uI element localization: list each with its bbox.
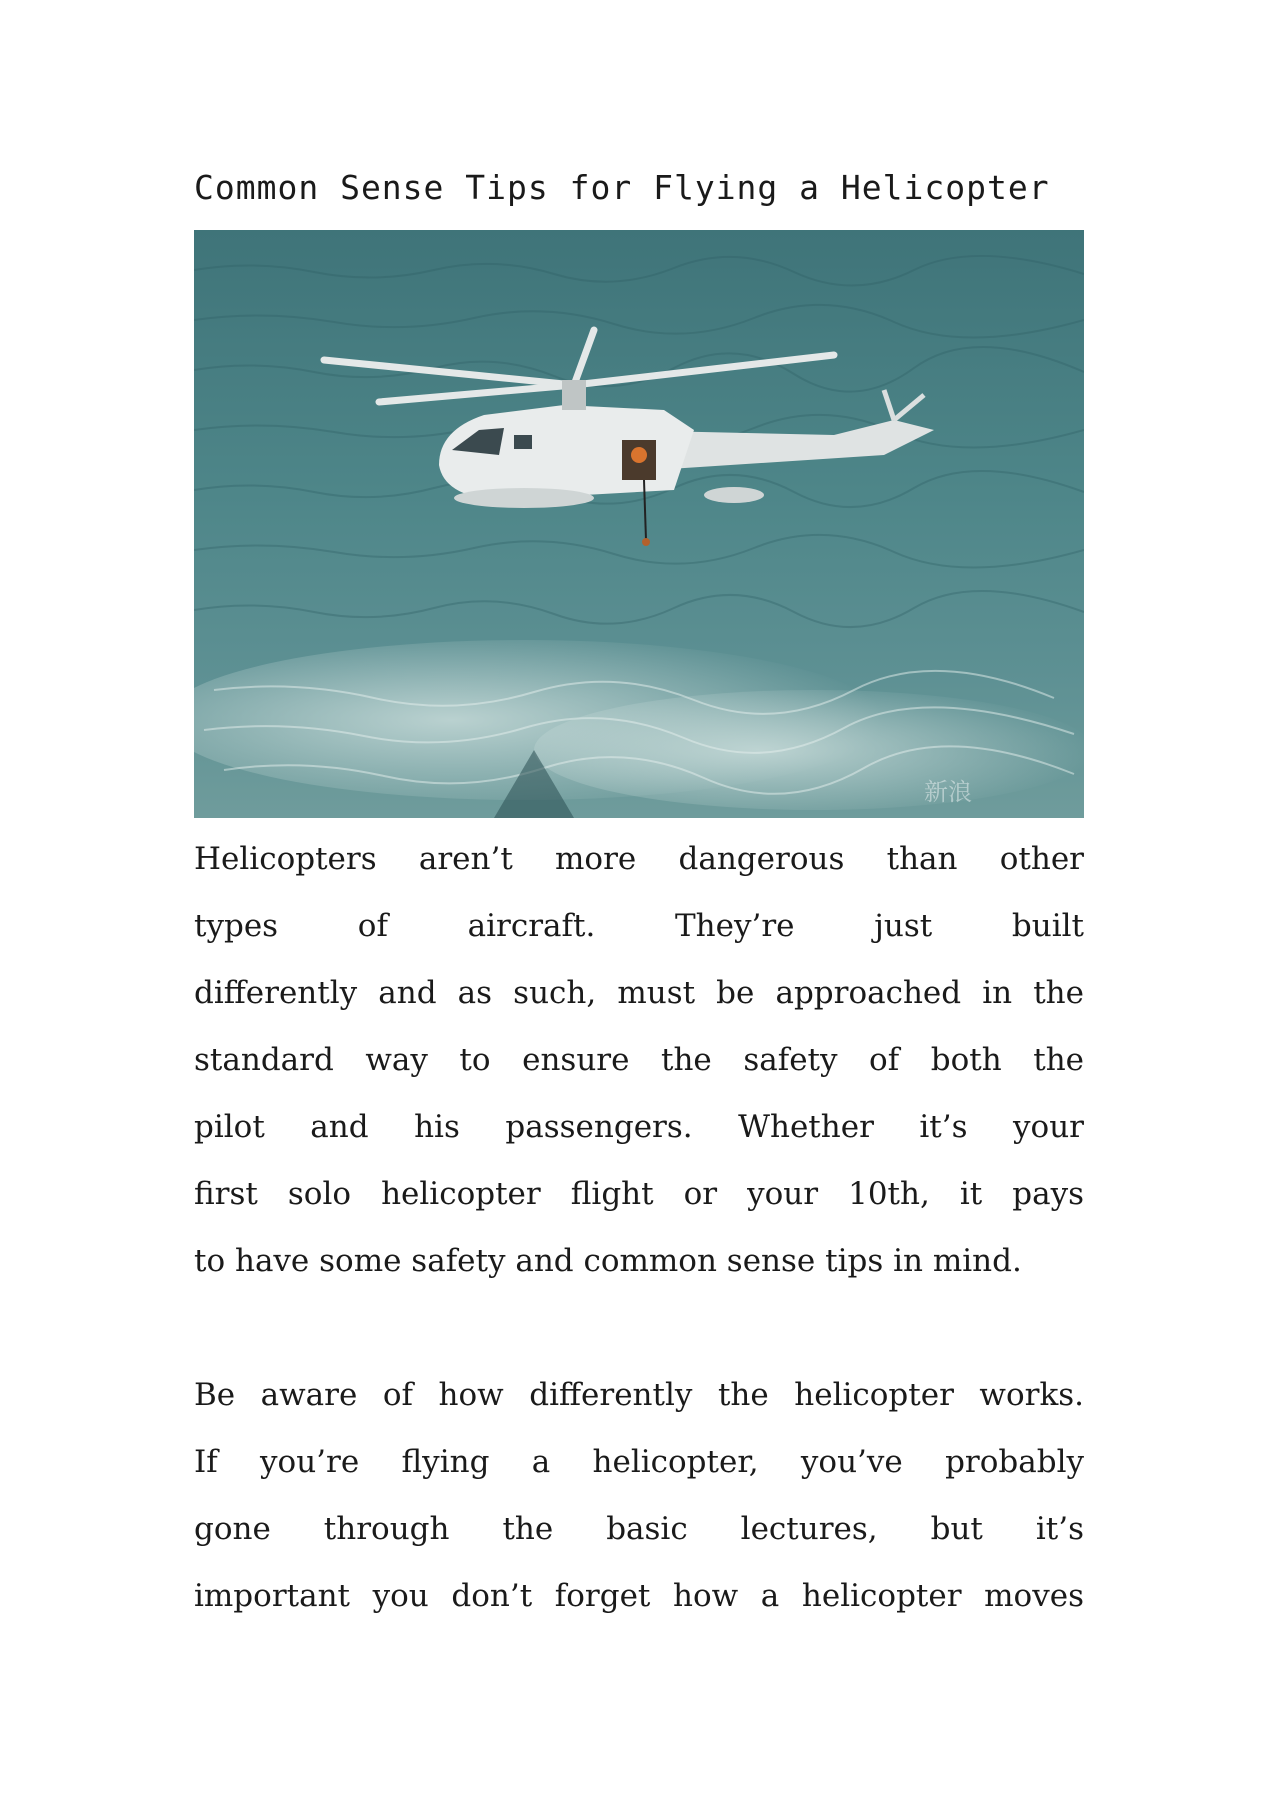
paragraph-line: gone through the basic lectures, but it’s (194, 1511, 1084, 1547)
paragraph-line: differently and as such, must be approached in the (194, 975, 1084, 1011)
paragraph-line: If you’re flying a helicopter, you’ve probably (194, 1444, 1084, 1480)
paragraph-line: to have some safety and common sense tips in mind. (194, 1243, 1022, 1279)
paragraph-line: important you don’t forget how a helicopter moves (194, 1578, 1084, 1614)
helicopter-over-sea-image (194, 230, 1084, 818)
paragraph-line: first solo helicopter flight or your 10th, it pays (194, 1176, 1084, 1212)
paragraph-line: types of aircraft. They’re just built (194, 908, 1084, 944)
paragraph-line: Helicopters aren’t more dangerous than other (194, 841, 1084, 877)
paragraph-line: pilot and his passengers. Whether it’s your (194, 1109, 1084, 1145)
paragraph-line: Be aware of how differently the helicopter works. (194, 1377, 1084, 1413)
paragraph-2 (194, 1362, 1084, 1630)
helicopter-photo (194, 230, 1084, 818)
paragraph-1 (194, 826, 1084, 1295)
document-title: Common Sense Tips for Flying a Helicopter (194, 168, 1050, 207)
paragraph-line: standard way to ensure the safety of both the (194, 1042, 1084, 1078)
svg-text:新浪: 新浪 (924, 778, 972, 806)
